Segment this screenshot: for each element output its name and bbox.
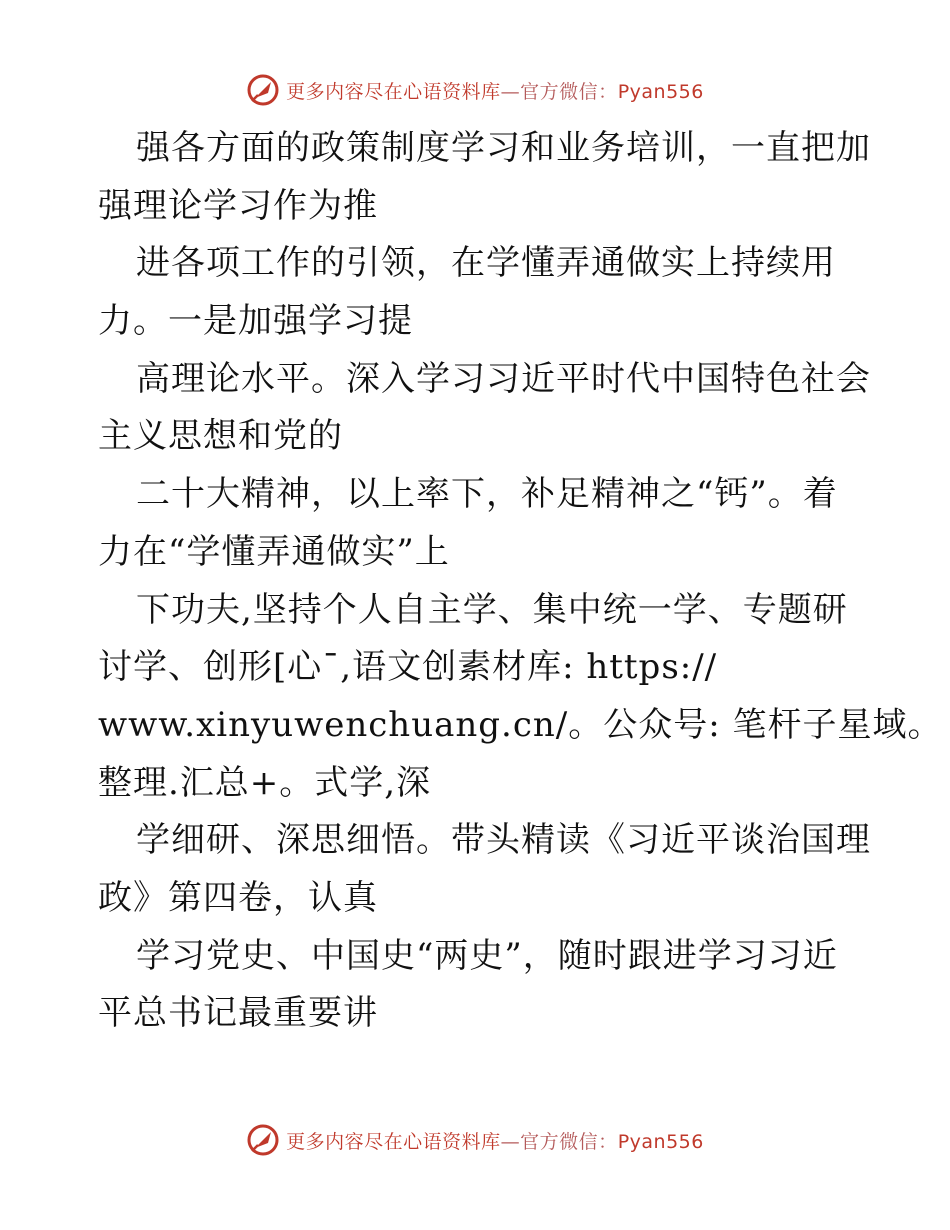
watermark-text [286,1127,704,1154]
quill-logo-icon [246,73,280,107]
paragraph [98,466,868,581]
text-line: 进各项工作的引领，在学懂弄通做实上持续用 [136,243,836,284]
text-line: 政》第四卷，认真 [98,877,378,918]
paragraph [98,351,871,466]
text-line: 力在“学懂弄通做实”上 [98,531,450,572]
text-line: 二十大精神，以上率下，补足精神之“钙”。着 [136,474,838,515]
footer-watermark [0,1122,950,1158]
watermark-text [286,77,704,104]
text-line: 力。一是加强学习提 [98,301,413,342]
text-line: 强理论学习作为推 [98,185,378,226]
text-line: 主义思想和党的 [98,416,343,457]
text-line: 学习党史、中国史“两史”，随时跟进学习习近 [136,935,838,976]
paragraph [98,235,868,350]
text-line: 讨学、创形[心¯,语文创素材库: https:// [98,647,718,688]
watermark-dash: — [500,80,521,103]
watermark-dash: — [500,1130,521,1153]
text-line: 整理.汇总+。式学,深 [98,762,432,803]
watermark-id: Pyan556 [617,1130,704,1153]
watermark-main: 更多内容尽在心语资料库 [286,1130,501,1153]
paragraph [98,812,871,927]
watermark-id: Pyan556 [617,80,704,103]
quill-logo-icon [246,1123,280,1157]
text-line: www.xinyuwenchuang.cn/。公众号: 笔杆子星域。 [98,704,943,745]
paragraph [98,582,943,813]
text-line: 学细研、深思细悟。带头精读《习近平谈治国理 [136,820,871,861]
text-line: 高理论水平。深入学习习近平时代中国特色社会 [136,358,871,399]
document-body [98,120,943,1043]
watermark-main: 更多内容尽在心语资料库 [286,80,501,103]
watermark-sub: 官方微信： [520,1130,618,1153]
text-line: 平总书记最重要讲 [98,993,378,1034]
text-line: 下功夫,坚持个人自主学、集中统一学、专题研 [136,589,848,630]
header-watermark [0,72,950,108]
watermark-sub: 官方微信： [520,80,618,103]
paragraph [98,928,868,1043]
text-line: 强各方面的政策制度学习和业务培训，一直把加 [136,128,871,168]
paragraph [98,120,871,235]
